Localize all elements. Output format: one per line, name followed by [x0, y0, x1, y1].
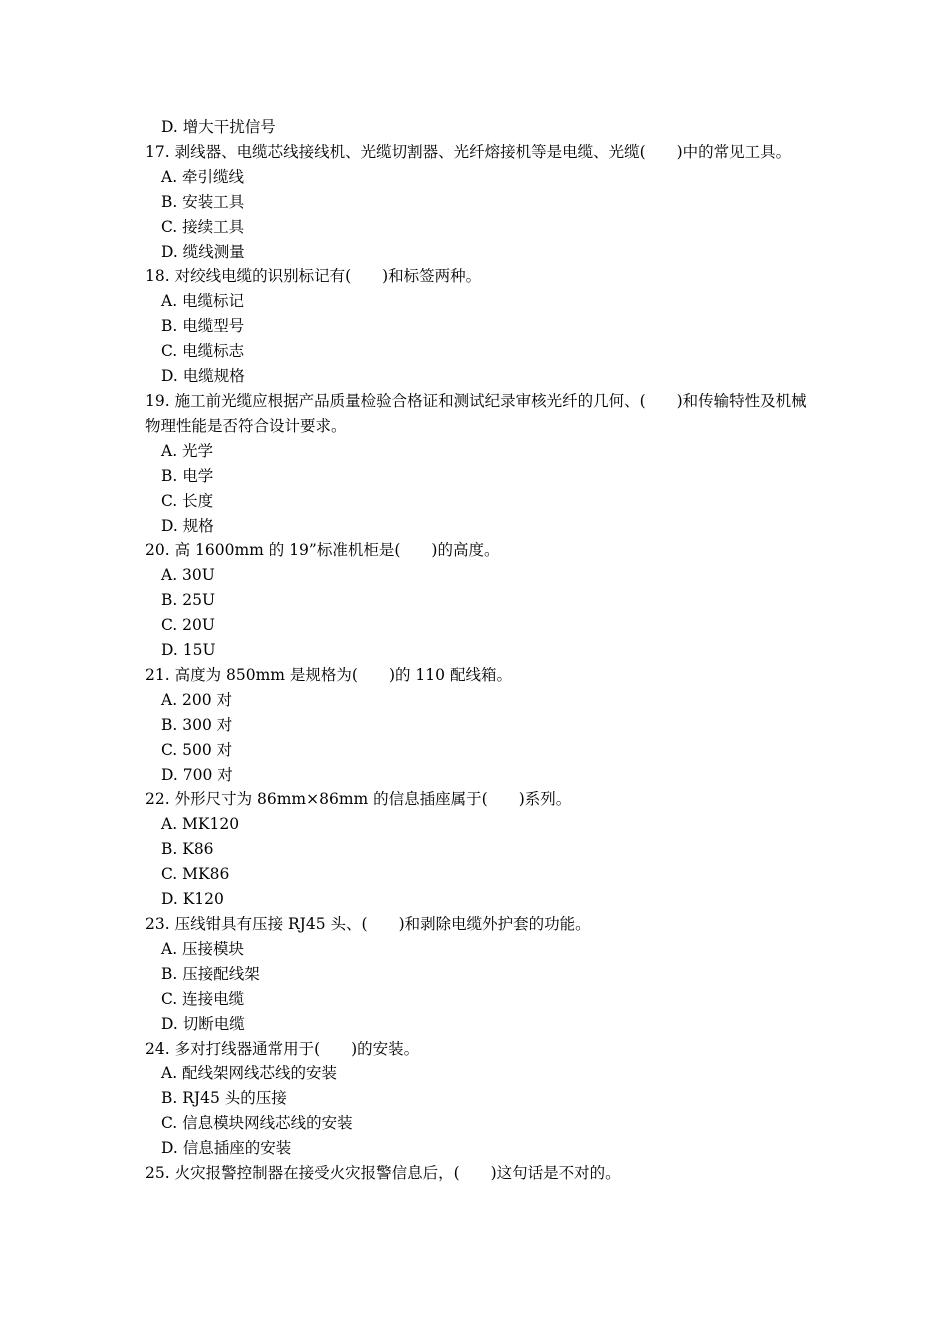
option-line: D. 切断电缆 [161, 1014, 245, 1033]
option-line: C. 信息模块网线芯线的安装 [161, 1114, 353, 1133]
option-line: A. MK120 [161, 815, 240, 834]
option-line: B. 安装工具 [161, 192, 245, 211]
option-line: D. K120 [161, 890, 224, 909]
option-line: C. MK86 [161, 865, 230, 884]
question-line: 24. 多对打线器通常用于( )的安装。 [145, 1039, 420, 1058]
option-line: D. 信息插座的安装 [161, 1139, 292, 1158]
option-line: D. 缆线测量 [161, 242, 245, 261]
option-line: C. 500 对 [161, 740, 233, 759]
option-line: D. 700 对 [161, 765, 233, 784]
option-line: B. RJ45 头的压接 [161, 1089, 287, 1108]
option-line: B. 电缆型号 [161, 317, 245, 336]
question-line: 18. 对绞线电缆的识别标记有( )和标签两种。 [145, 267, 482, 286]
option-line: C. 连接电缆 [161, 989, 245, 1008]
option-line: D. 15U [161, 641, 216, 660]
option-line: A. 牵引缆线 [161, 167, 245, 186]
question-line: 20. 高 1600mm 的 19”标准机柜是( )的高度。 [145, 541, 500, 560]
option-line: B. 25U [161, 591, 216, 610]
option-line: A. 电缆标记 [161, 292, 245, 311]
option-line: B. 电学 [161, 466, 214, 485]
option-line: B. 压接配线架 [161, 964, 260, 983]
question-line: 17. 剥线器、电缆芯线接线机、光缆切割器、光纤熔接机等是电缆、光缆( )中的常见工具。 [145, 142, 792, 161]
option-line: A. 压接模块 [161, 939, 245, 958]
question-line: 25. 火灾报警控制器在接受火灾报警信息后，( )这句话是不对的。 [145, 1164, 621, 1183]
option-line: C. 20U [161, 616, 215, 635]
question-line: 22. 外形尺寸为 86mm×86mm 的信息插座属于( )系列。 [145, 790, 572, 809]
option-line: C. 长度 [161, 491, 214, 510]
option-line: B. 300 对 [161, 715, 233, 734]
option-line: D. 增大干扰信号 [161, 118, 276, 136]
option-line: D. 规格 [161, 516, 214, 535]
question-line: 23. 压线钳具有压接 RJ45 头、( )和剥除电缆外护套的功能。 [145, 915, 591, 933]
option-line: B. K86 [161, 840, 214, 859]
option-line: A. 30U [161, 566, 215, 585]
option-line: C. 接续工具 [161, 217, 245, 236]
option-line: D. 电缆规格 [161, 367, 245, 386]
option-line: A. 200 对 [161, 690, 233, 709]
question-list [145, 115, 810, 1186]
option-line: C. 电缆标志 [161, 342, 245, 361]
question-line: 21. 高度为 850mm 是规格为( )的 110 配线箱。 [145, 665, 512, 684]
question-line: 19. 施工前光缆应根据产品质量检验合格证和测试纪录审核光纤的几何、( )和传输特性及机械物理性能是否符合设计要求。 [145, 391, 807, 435]
option-line: A. 配线架网线芯线的安装 [161, 1064, 338, 1083]
option-line: A. 光学 [161, 441, 214, 460]
